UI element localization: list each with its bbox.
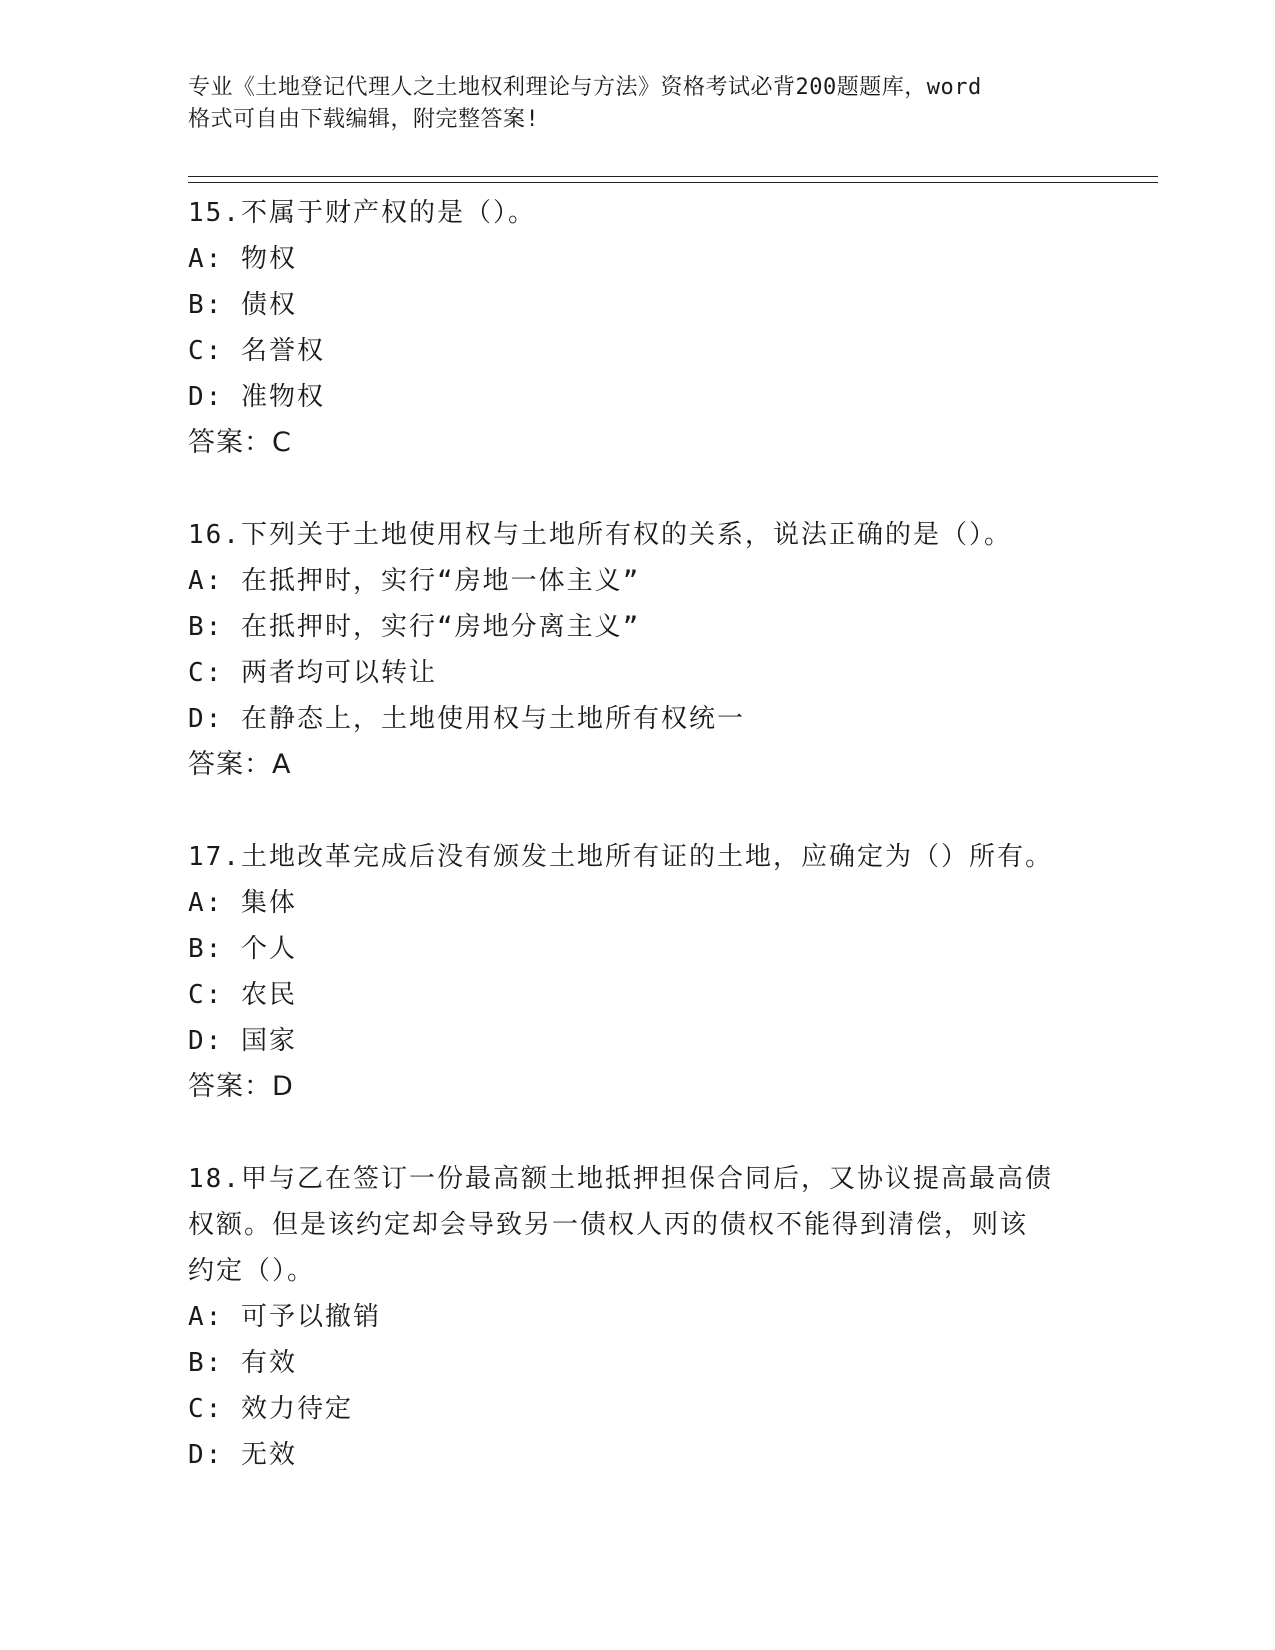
- header-line-2: 格式可自由下载编辑，附完整答案!: [188, 107, 540, 132]
- question-stem-line-2: 权额。但是该约定却会导致另一债权人丙的债权不能得到清偿，则该: [188, 1210, 1029, 1240]
- option-c: C: 效力待定: [188, 1394, 353, 1424]
- option-d: D: 国家: [188, 1026, 297, 1056]
- question-15: [188, 190, 1088, 466]
- question-16: [188, 512, 1088, 788]
- option-d: D: 无效: [188, 1440, 297, 1470]
- option-b: B: 有效: [188, 1348, 297, 1378]
- option-c: C: 名誉权: [188, 336, 325, 366]
- option-c: C: 农民: [188, 980, 297, 1010]
- header-divider-top: [188, 176, 1158, 177]
- question-17: [188, 834, 1088, 1110]
- answer-label: 答案：A: [188, 749, 292, 780]
- question-list: [188, 190, 1088, 1524]
- option-a: A: 可予以撤销: [188, 1302, 381, 1332]
- option-b: B: 债权: [188, 290, 297, 320]
- document-header: [188, 72, 1068, 136]
- question-stem: 17.土地改革完成后没有颁发土地所有证的土地，应确定为（）所有。: [188, 842, 1053, 872]
- question-18: [188, 1156, 1088, 1478]
- header-line-1: 专业《土地登记代理人之土地权利理论与方法》资格考试必背200题题库，word: [188, 75, 982, 100]
- question-stem-line-1: 18.甲与乙在签订一份最高额土地抵押担保合同后，又协议提高最高债: [188, 1164, 1053, 1194]
- option-a: A: 物权: [188, 244, 297, 274]
- question-stem: 16.下列关于土地使用权与土地所有权的关系，说法正确的是（）。: [188, 520, 1012, 550]
- header-divider-bottom: [188, 182, 1158, 183]
- option-a: A: 在抵押时，实行“房地一体主义”: [188, 566, 641, 596]
- question-stem: 15.不属于财产权的是（）。: [188, 198, 536, 228]
- option-b: B: 个人: [188, 934, 297, 964]
- option-d: D: 在静态上，土地使用权与土地所有权统一: [188, 704, 745, 734]
- option-a: A: 集体: [188, 888, 297, 918]
- option-d: D: 准物权: [188, 382, 325, 412]
- option-b: B: 在抵押时，实行“房地分离主义”: [188, 612, 641, 642]
- answer-label: 答案：C: [188, 427, 292, 458]
- answer-label: 答案：D: [188, 1071, 294, 1102]
- option-c: C: 两者均可以转让: [188, 658, 437, 688]
- question-stem-line-3: 约定（）。: [188, 1256, 316, 1286]
